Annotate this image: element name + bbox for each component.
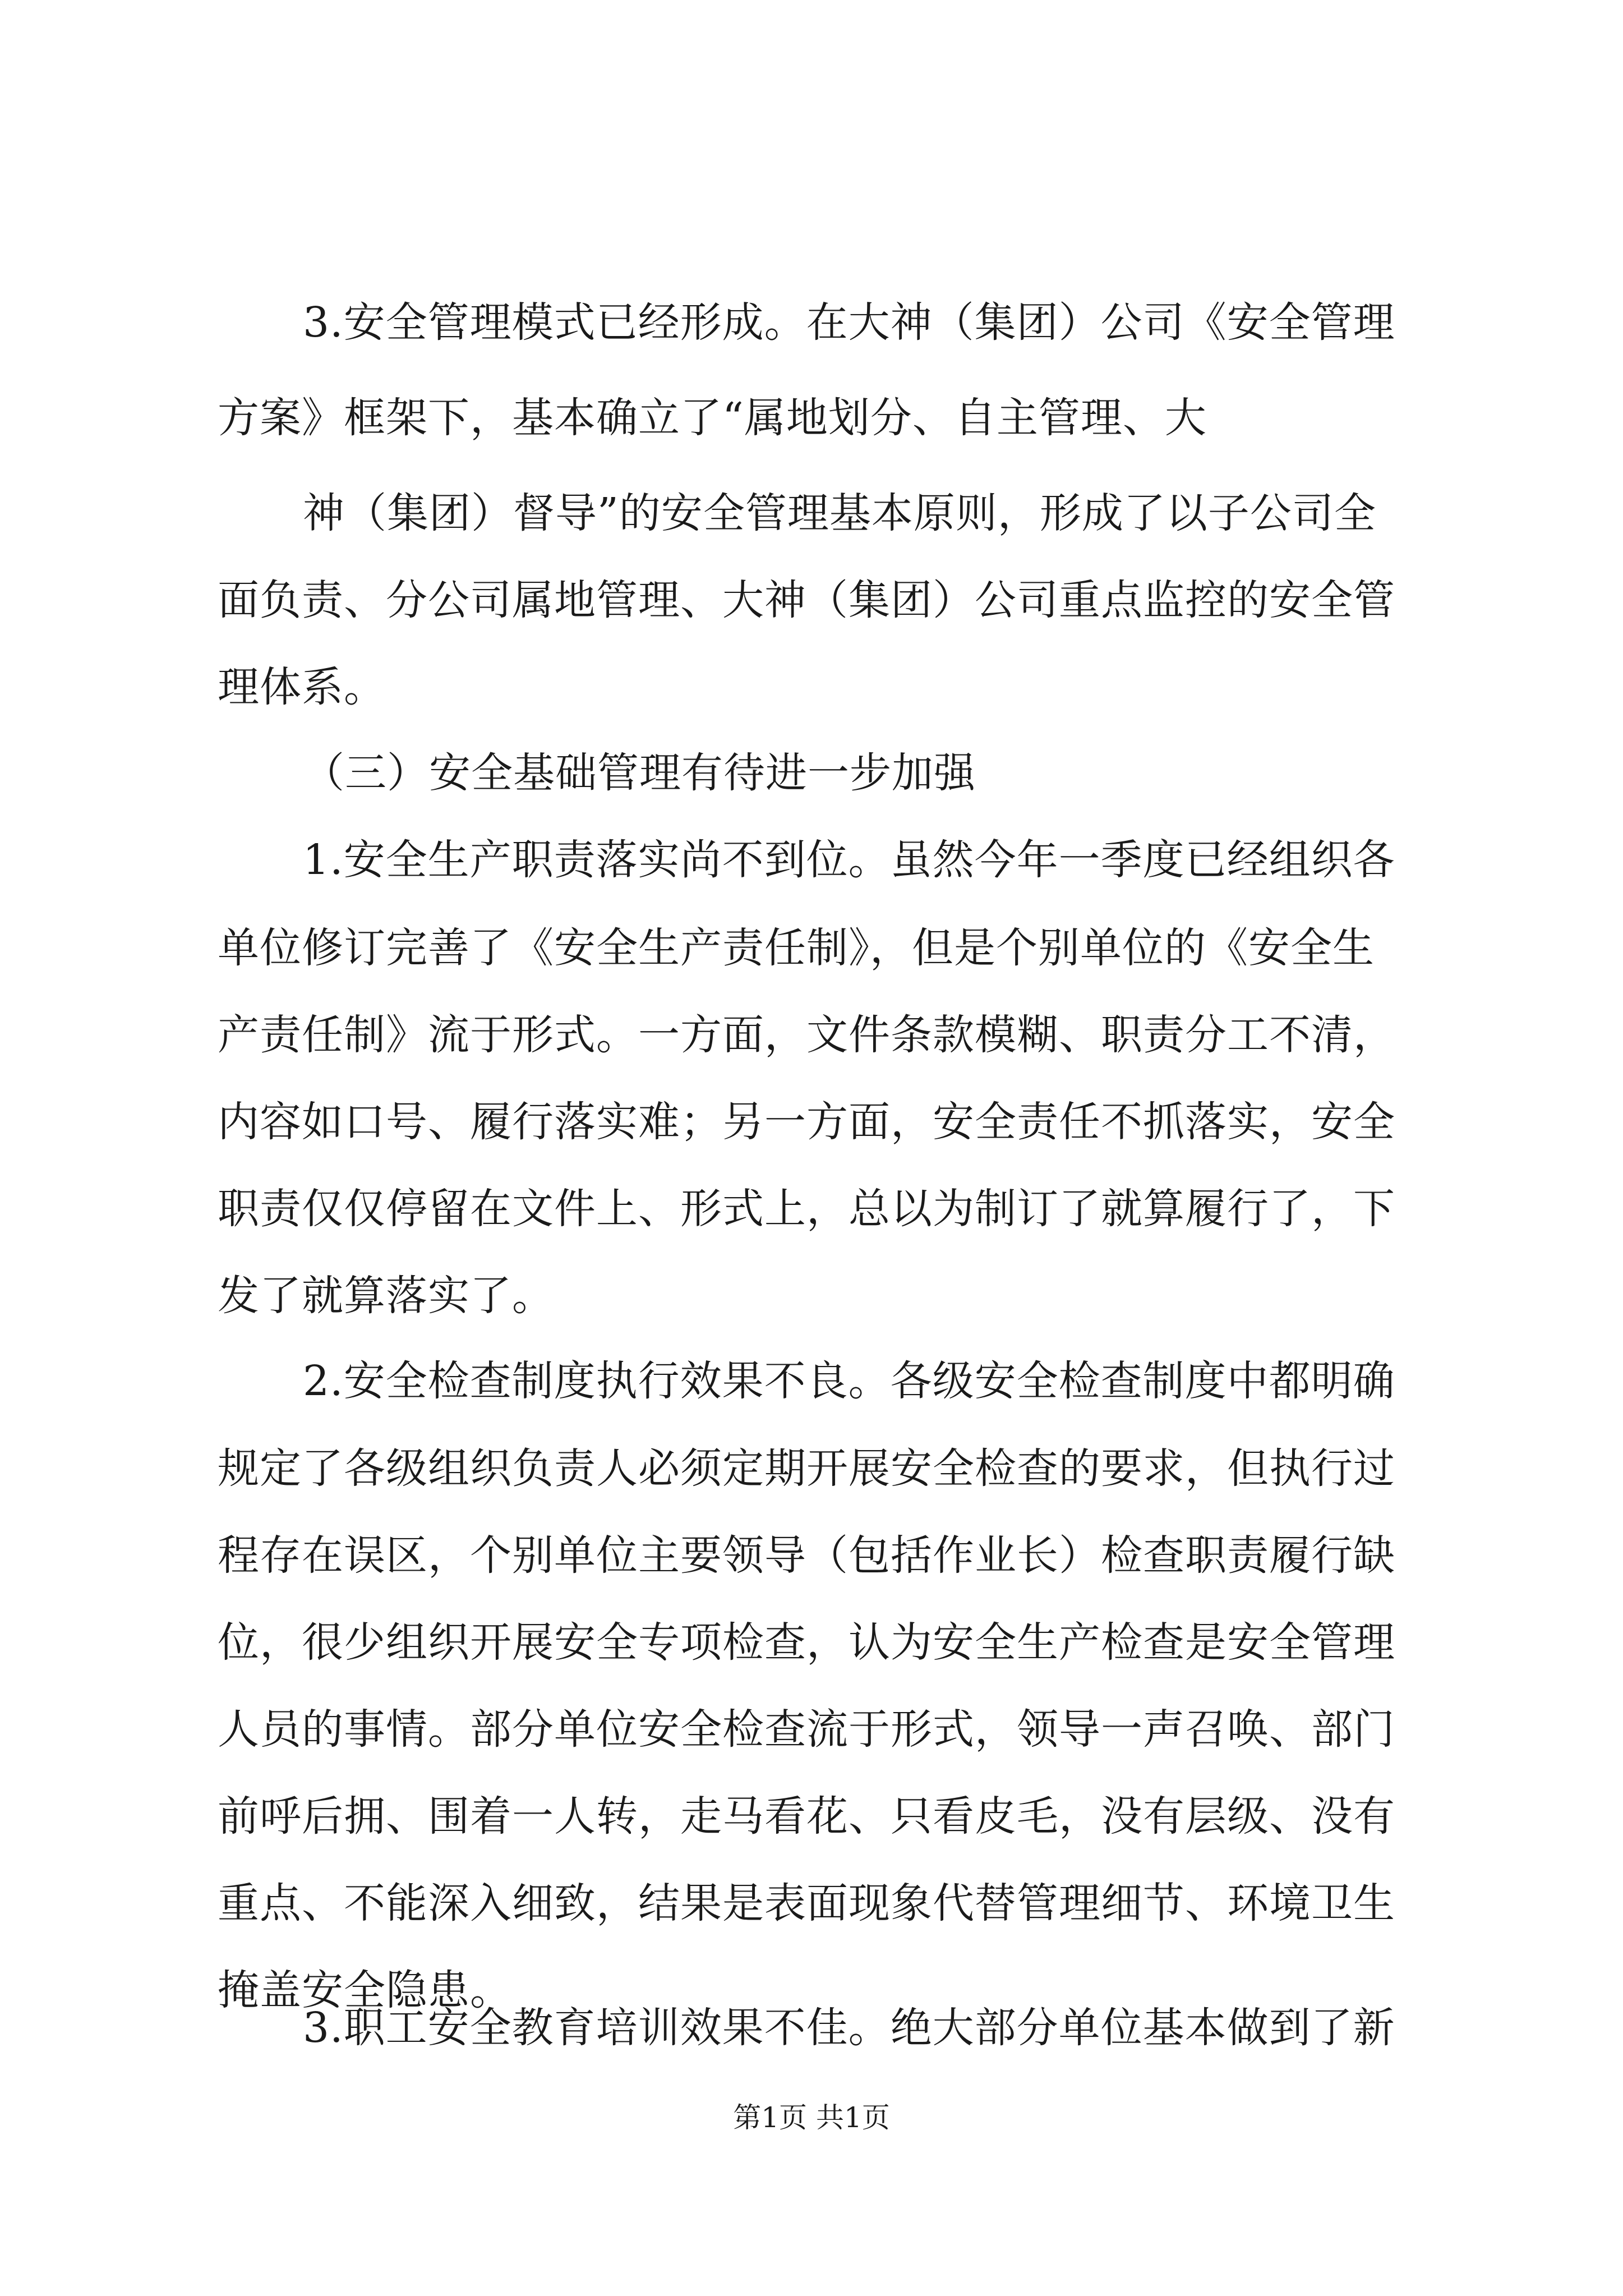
text-line: 规定了各级组织负责人必须定期开展安全检查的要求，但执行过 <box>218 1444 1395 1493</box>
text-line: 程存在误区，个别单位主要领导（包括作业长）检查职责履行缺 <box>218 1531 1395 1580</box>
text-line: 产责任制》流于形式。一方面，文件条款模糊、职责分工不清， <box>218 1011 1395 1059</box>
text-line: 2.安全检查制度执行效果不良。各级安全检查制度中都明确 <box>303 1357 1395 1405</box>
text-line: 位，很少组织开展安全专项检查，认为安全生产检查是安全管理 <box>218 1618 1395 1667</box>
text-line: 面负责、分公司属地管理、大神（集团）公司重点监控的安全管 <box>218 576 1395 624</box>
page-footer: 第1页 共1页 <box>733 2101 890 2134</box>
text-line: 方案》框架下，基本确立了“属地划分、自主管理、大 <box>218 394 1207 442</box>
text-line: 人员的事情。部分单位安全检查流于形式，领导一声召唤、部门 <box>218 1705 1395 1754</box>
text-line: 职责仅仅停留在文件上、形式上，总以为制订了就算履行了，下 <box>218 1185 1395 1233</box>
text-line: 前呼后拥、围着一人转，走马看花、只看皮毛，没有层级、没有 <box>218 1792 1395 1841</box>
text-line: 3.职工安全教育培训效果不佳。绝大部分单位基本做到了新 <box>303 2004 1395 2052</box>
text-line: 神（集团）督导”的安全管理基本原则，形成了以子公司全 <box>303 489 1376 537</box>
text-line: 内容如口号、履行落实难；另一方面，安全责任不抓落实，安全 <box>218 1098 1395 1146</box>
text-line: 3.安全管理模式已经形成。在大神（集团）公司《安全管理 <box>303 298 1395 347</box>
text-line: 重点、不能深入细致，结果是表面现象代替管理细节、环境卫生 <box>218 1879 1395 1927</box>
text-line: 掩盖安全隐患。 <box>218 1966 512 2014</box>
text-line: 理体系。 <box>218 663 386 711</box>
section-heading: （三）安全基础管理有待进一步加强 <box>303 749 976 797</box>
text-line: 发了就算落实了。 <box>218 1272 554 1320</box>
text-line: 单位修订完善了《安全生产责任制》，但是个别单位的《安全生 <box>218 924 1375 972</box>
text-line: 1.安全生产职责落实尚不到位。虽然今年一季度已经组织各 <box>303 836 1395 884</box>
